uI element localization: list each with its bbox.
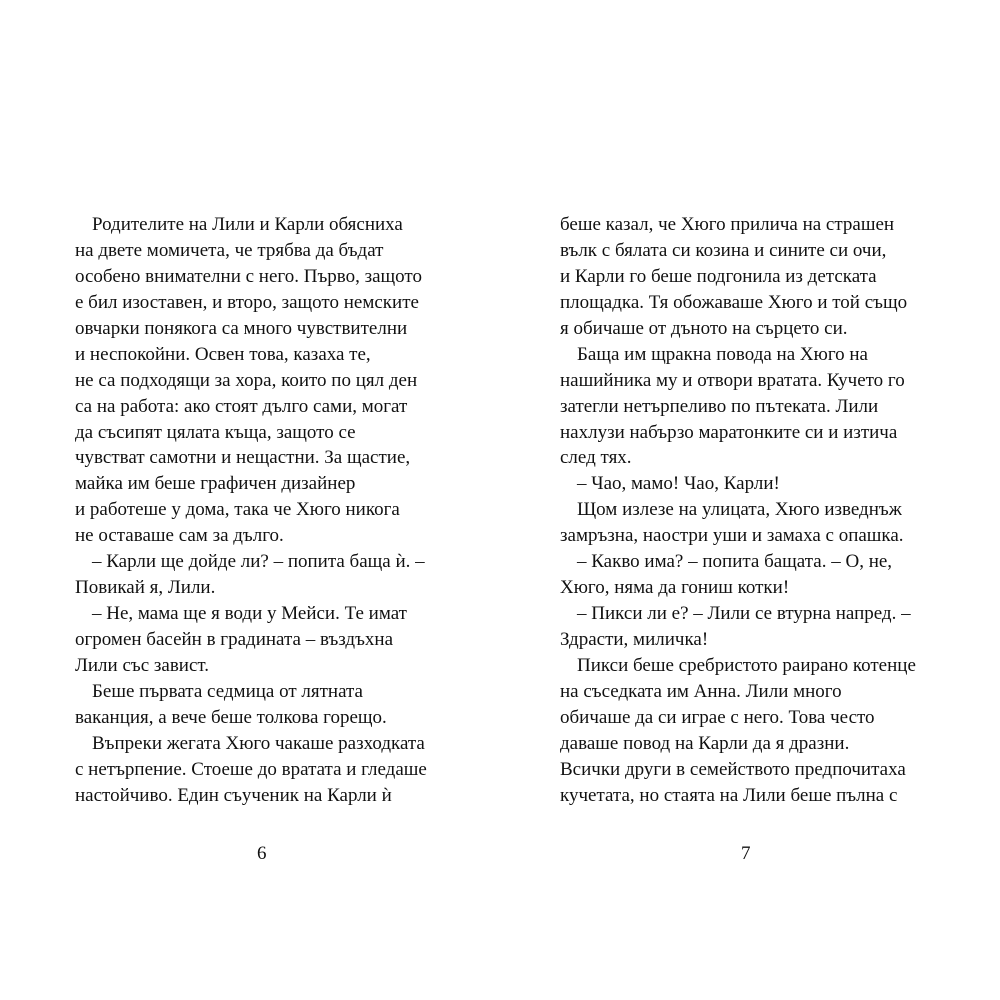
text-line: и работеше у дома, така че Хюго никога — [75, 499, 400, 521]
text-line: да съсипят цялата къща, защото се — [75, 421, 356, 443]
text-line: овчарки понякога са много чувствителни — [75, 317, 408, 339]
text-line: замръзна, наостри уши и замаха с опашка. — [560, 525, 904, 547]
text-line: не оставаше сам за дълго. — [75, 525, 284, 547]
text-line: затегли нетърпеливо по пътеката. Лили — [560, 395, 879, 417]
text-line: Пикси беше сребристото раирано котенце — [577, 654, 916, 676]
text-line: Родителите на Лили и Карли обясниха — [92, 214, 403, 235]
page-number-right: 7 — [741, 843, 751, 864]
text-line: даваше повод на Карли да я дразни. — [560, 732, 850, 754]
text-line: Баща им щракна повода на Хюго на — [577, 343, 868, 365]
right-page — [560, 212, 960, 809]
text-line: Беше първата седмица от лятната — [92, 680, 363, 702]
text-line: огромен басейн в градината – въздъхна — [75, 629, 394, 650]
page-number-left: 6 — [257, 843, 267, 864]
text-line: са на работа: ако стоят дълго сами, могат — [75, 395, 408, 417]
text-line: настойчиво. Един съученик на Карли ѝ — [75, 784, 392, 806]
text-line: кучетата, но стаята на Лили беше пълна с — [560, 784, 898, 806]
text-line: площадка. Тя обожаваше Хюго и той също — [560, 291, 908, 313]
text-line: на двете момичета, че трябва да бъдат — [75, 239, 384, 261]
text-line: и Карли го беше подгонила из детската — [560, 265, 877, 287]
left-page — [75, 212, 475, 809]
text-line: особено внимателни с него. Първо, защото — [75, 265, 422, 287]
text-line: след тях. — [560, 447, 632, 469]
text-line: нахлузи набързо маратонките си и изтича — [560, 421, 898, 443]
text-line: Хюго, няма да гониш котки! — [560, 577, 790, 599]
text-line: и неспокойни. Освен това, казаха те, — [75, 343, 371, 365]
text-line: Здрасти, миличка! — [560, 629, 709, 650]
text-line: е бил изоставен, и второ, защото немските — [75, 291, 419, 313]
text-line: чувстват самотни и нещастни. За щастие, — [75, 447, 411, 469]
text-line: Лили със завист. — [75, 654, 210, 676]
text-line: Всички други в семейството предпочитаха — [560, 758, 906, 780]
text-line: – Карли ще дойде ли? – попита баща ѝ. – — [92, 551, 425, 573]
text-line: Щом излезе на улицата, Хюго изведнъж — [577, 499, 902, 521]
text-line: на съседката им Анна. Лили много — [560, 680, 842, 702]
text-line: беше казал, че Хюго прилича на страшен — [560, 214, 895, 235]
text-line: нашийника му и отвори вратата. Кучето го — [560, 369, 905, 391]
text-line: обичаше да си играе с него. Това често — [560, 706, 875, 728]
text-line: Повикай я, Лили. — [75, 577, 216, 599]
text-line: – Не, мама ще я води у Мейси. Те имат — [92, 603, 407, 625]
text-line: не са подходящи за хора, които по цял ден — [75, 369, 418, 391]
text-line: я обичаше от дъното на сърцето си. — [560, 317, 848, 339]
text-line: – Чао, мамо! Чао, Карли! — [577, 473, 780, 495]
text-line: с нетърпение. Стоеше до вратата и гледаше — [75, 758, 427, 780]
text-line: – Пикси ли е? – Лили се втурна напред. – — [577, 603, 911, 625]
text-line: ваканция, а вече беше толкова горещо. — [75, 706, 387, 728]
text-line: вълк с бялата си козина и сините си очи, — [560, 239, 887, 261]
text-line: Въпреки жегата Хюго чакаше разходката — [92, 732, 425, 754]
text-line: – Какво има? – попита бащата. – О, не, — [577, 551, 893, 573]
text-line: майка им беше графичен дизайнер — [75, 473, 356, 495]
